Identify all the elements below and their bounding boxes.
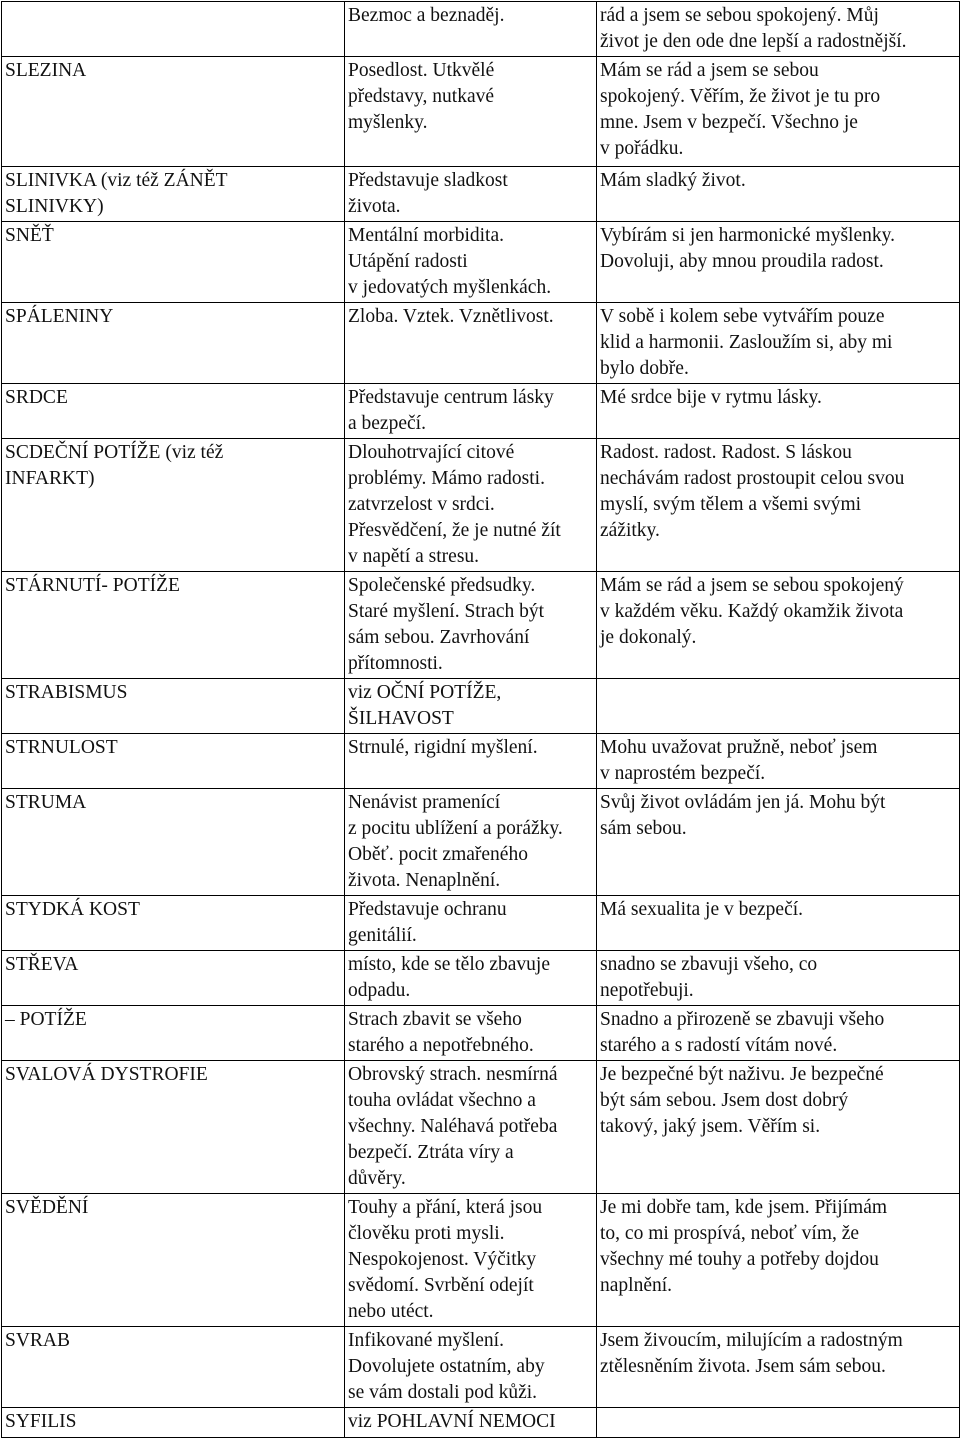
cause-cell: Představuje ochranu genitálií. <box>345 896 597 951</box>
affirmation-cell: Je mi dobře tam, kde jsem. Přijímám to, co mi prospívá, neboť vím, že všechny mé touhy a potřeby dojdou naplnění. <box>597 1194 960 1327</box>
affirmation-cell: Vybírám si jen harmonické myšlenky. Dovoluji, aby mnou proudila radost. <box>597 222 960 303</box>
table-row <box>2 57 960 167</box>
affirmation-cell: Mám se rád a jsem se sebou spokojený. Věřím, že život je tu pro mne. Jsem v bezpečí. Všechno je v pořádku. <box>597 57 960 167</box>
table-row <box>2 303 960 384</box>
term-cell: STRUMA <box>2 789 345 896</box>
cause-cell: Mentální morbidita. Utápění radosti v jedovatých myšlenkách. <box>345 222 597 303</box>
affirmation-cell <box>597 679 960 734</box>
cause-cell: viz OČNÍ POTÍŽE, ŠILHAVOST <box>345 679 597 734</box>
term-cell: STRNULOST <box>2 734 345 789</box>
table-body <box>2 2 960 1438</box>
table-row <box>2 1006 960 1061</box>
table-row <box>2 2 960 57</box>
term-cell: SLINIVKA (viz též ZÁNĚT SLINIVKY) <box>2 167 345 222</box>
term-cell: SYFILIS <box>2 1408 345 1438</box>
term-cell <box>2 2 345 57</box>
affirmation-cell <box>597 1408 960 1438</box>
table-row <box>2 734 960 789</box>
table-row <box>2 167 960 222</box>
term-cell: SPÁLENINY <box>2 303 345 384</box>
term-cell: STYDKÁ KOST <box>2 896 345 951</box>
cause-cell: Posedlost. Utkvělé představy, nutkavé myšlenky. <box>345 57 597 167</box>
table-row <box>2 572 960 679</box>
cause-cell: Společenské předsudky. Staré myšlení. Strach být sám sebou. Zavrhování přítomnosti. <box>345 572 597 679</box>
affirmation-cell: Je bezpečné být naživu. Je bezpečné být sám sebou. Jsem dost dobrý takový, jaký jsem. Věřím si. <box>597 1061 960 1194</box>
cause-cell: místo, kde se tělo zbavuje odpadu. <box>345 951 597 1006</box>
affirmation-cell: Svůj život ovládám jen já. Mohu být sám sebou. <box>597 789 960 896</box>
cause-cell: Strach zbavit se všeho starého a nepotřebného. <box>345 1006 597 1061</box>
affirmation-cell: Má sexualita je v bezpečí. <box>597 896 960 951</box>
table-row <box>2 222 960 303</box>
cause-cell: Dlouhotrvající citové problémy. Mámo radosti. zatvrzelost v srdci. Přesvědčení, že je nutné žít v napětí a stresu. <box>345 439 597 572</box>
symptom-table <box>1 1 960 1438</box>
cause-cell: Zloba. Vztek. Vznětlivost. <box>345 303 597 384</box>
cause-cell: Bezmoc a beznaděj. <box>345 2 597 57</box>
term-cell: SVĚDĚNÍ <box>2 1194 345 1327</box>
table-row <box>2 679 960 734</box>
affirmation-cell: rád a jsem se sebou spokojený. Můj život je den ode dne lepší a radostnější. <box>597 2 960 57</box>
cause-cell: Představuje sladkost života. <box>345 167 597 222</box>
affirmation-cell: Mé srdce bije v rytmu lásky. <box>597 384 960 439</box>
table-row <box>2 1061 960 1194</box>
cause-cell: Strnulé, rigidní myšlení. <box>345 734 597 789</box>
term-cell: SLEZINA <box>2 57 345 167</box>
table-row <box>2 439 960 572</box>
term-cell: SVALOVÁ DYSTROFIE <box>2 1061 345 1194</box>
cause-cell: Nenávist pramenící z pocitu ublížení a porážky. Oběť. pocit zmařeného života. Nenaplnění. <box>345 789 597 896</box>
term-cell: – POTÍŽE <box>2 1006 345 1061</box>
cause-cell: Představuje centrum lásky a bezpečí. <box>345 384 597 439</box>
term-cell: STŘEVA <box>2 951 345 1006</box>
affirmation-cell: Mohu uvažovat pružně, neboť jsem v naprostém bezpečí. <box>597 734 960 789</box>
term-cell: STRABISMUS <box>2 679 345 734</box>
affirmation-cell: Mám sladký život. <box>597 167 960 222</box>
cause-cell: viz POHLAVNÍ NEMOCI <box>345 1408 597 1438</box>
term-cell: SVRAB <box>2 1327 345 1408</box>
term-cell: SRDCE <box>2 384 345 439</box>
table-row <box>2 1408 960 1438</box>
table-row <box>2 384 960 439</box>
cause-cell: Touhy a přání, která jsou člověku proti mysli. Nespokojenost. Výčitky svědomí. Svrbění odejít nebo utéct. <box>345 1194 597 1327</box>
affirmation-cell: snadno se zbavuji všeho, co nepotřebuji. <box>597 951 960 1006</box>
table-row <box>2 1194 960 1327</box>
table-row <box>2 896 960 951</box>
term-cell: STÁRNUTÍ- POTÍŽE <box>2 572 345 679</box>
cause-cell: Infikované myšlení. Dovolujete ostatním, aby se vám dostali pod kůži. <box>345 1327 597 1408</box>
term-cell: SNĚŤ <box>2 222 345 303</box>
affirmation-cell: Radost. radost. Radost. S láskou nechávám radost prostoupit celou svou myslí, svým tělem a všemi svými zážitky. <box>597 439 960 572</box>
affirmation-cell: Jsem živoucím, milujícím a radostným ztělesněním života. Jsem sám sebou. <box>597 1327 960 1408</box>
term-cell: SCDEČNÍ POTÍŽE (viz též INFARKT) <box>2 439 345 572</box>
table-row <box>2 1327 960 1408</box>
affirmation-cell: Snadno a přirozeně se zbavuji všeho starého a s radostí vítám nové. <box>597 1006 960 1061</box>
table-row <box>2 789 960 896</box>
cause-cell: Obrovský strach. nesmírná touha ovládat všechno a všechny. Naléhavá potřeba bezpečí. Ztráta víry a důvěry. <box>345 1061 597 1194</box>
table-row <box>2 951 960 1006</box>
affirmation-cell: V sobě i kolem sebe vytvářím pouze klid a harmonii. Zasloužím si, aby mi bylo dobře. <box>597 303 960 384</box>
affirmation-cell: Mám se rád a jsem se sebou spokojený v každém věku. Každý okamžik života je dokonalý. <box>597 572 960 679</box>
